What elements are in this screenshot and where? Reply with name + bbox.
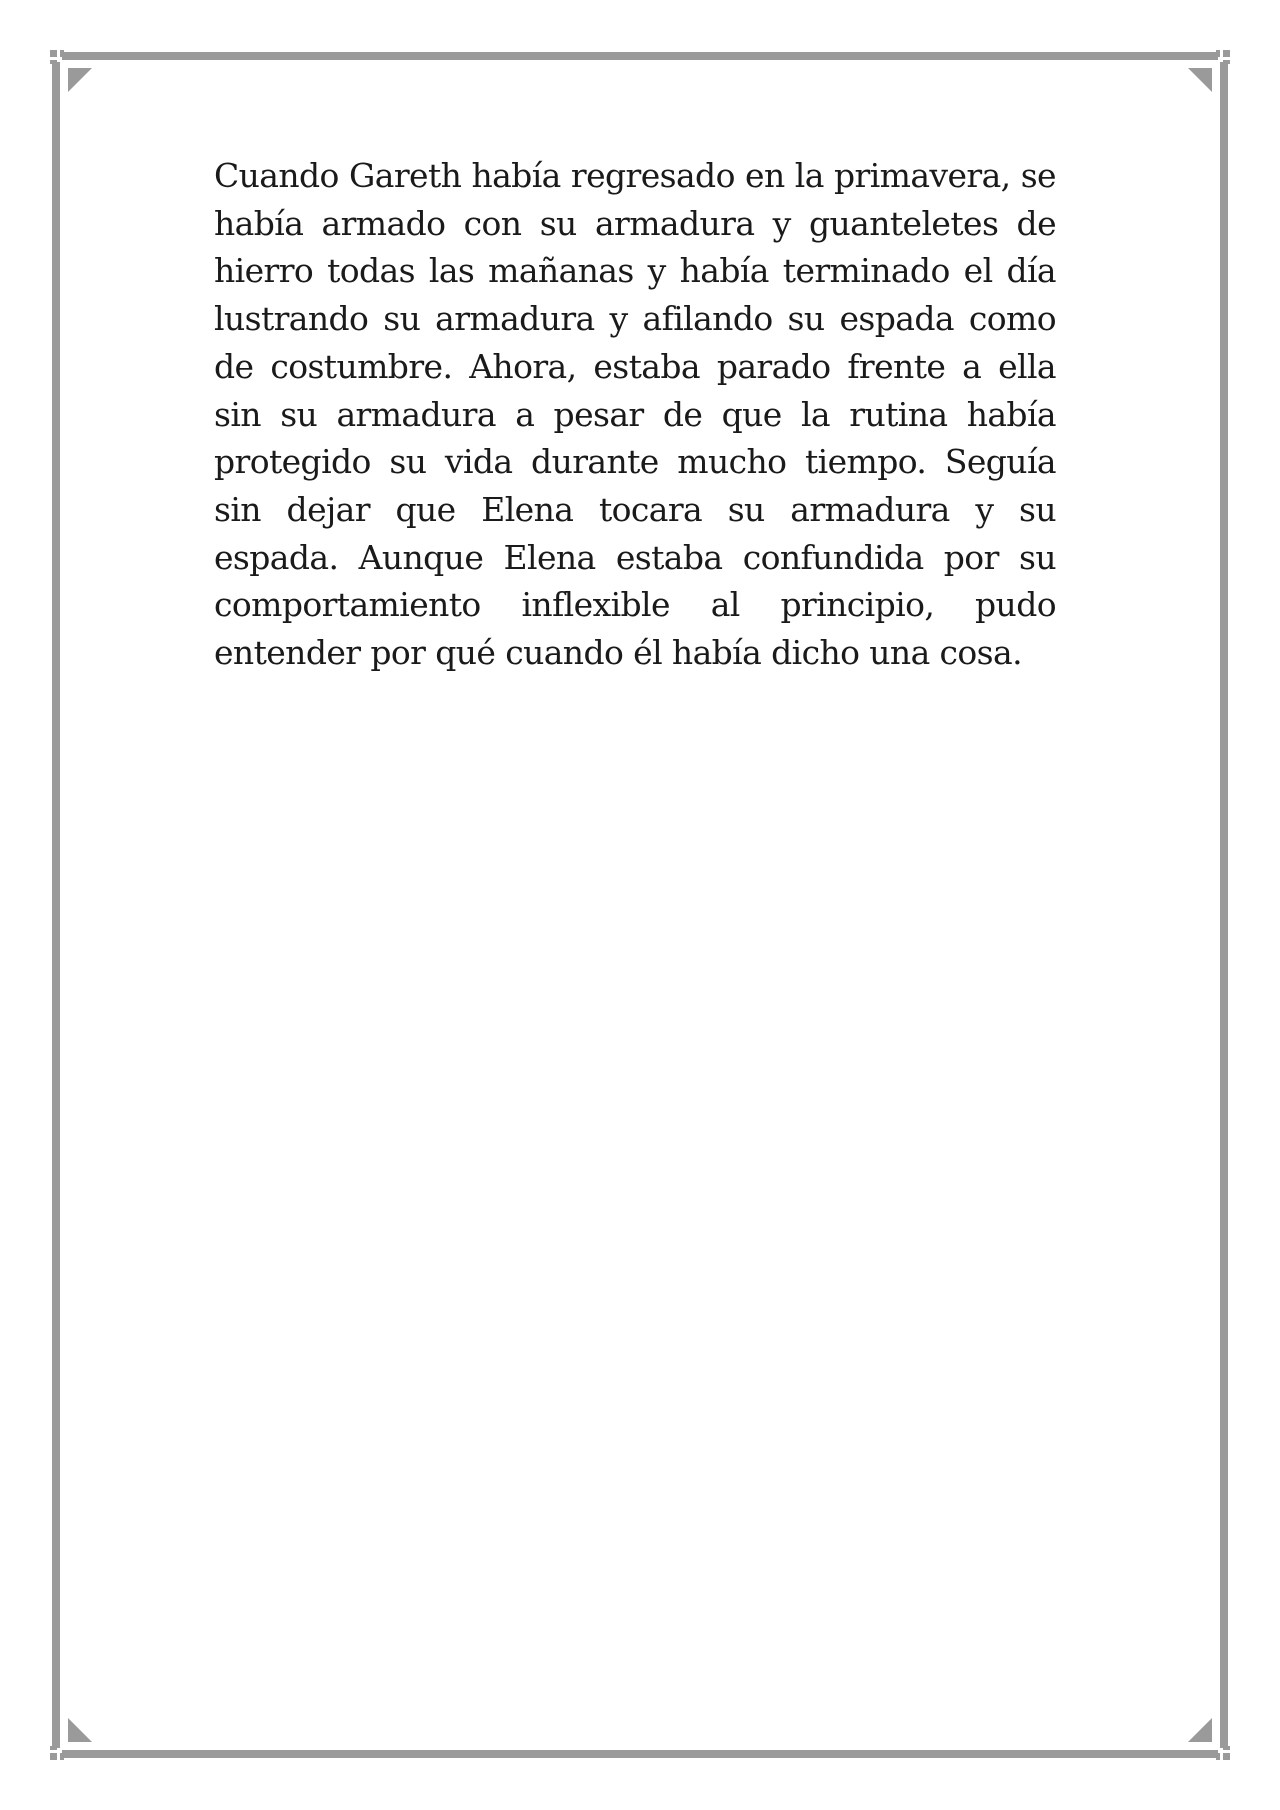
body-paragraph: Cuando Gareth había regresado en la primavera, se había armado con su armadura y guanteletes de hierro todas las mañanas y había terminado el día lustrando su armadura y afilando su espada como de costumbre. Ahora, estaba parado frente a ella sin su armadura a pesar de que la rutina había protegido su vida durante mucho tiempo. Seguía sin dejar que Elena tocara su armadura y su espada. Aunque Elena estaba confundida por su comportamiento inflexible al principio, pudo entender por qué cuando él había dicho una cosa. <box>214 156 1056 673</box>
border-top <box>62 52 1218 60</box>
corner-ornament-bottom-left <box>68 1718 92 1742</box>
corner-ornament-top-left <box>68 68 92 92</box>
corner-ornament-bottom-right <box>1188 1718 1212 1742</box>
border-bottom <box>62 1750 1218 1758</box>
corner-ornament-top-right <box>1188 68 1212 92</box>
border-right <box>1220 62 1228 1748</box>
border-left <box>52 62 60 1748</box>
